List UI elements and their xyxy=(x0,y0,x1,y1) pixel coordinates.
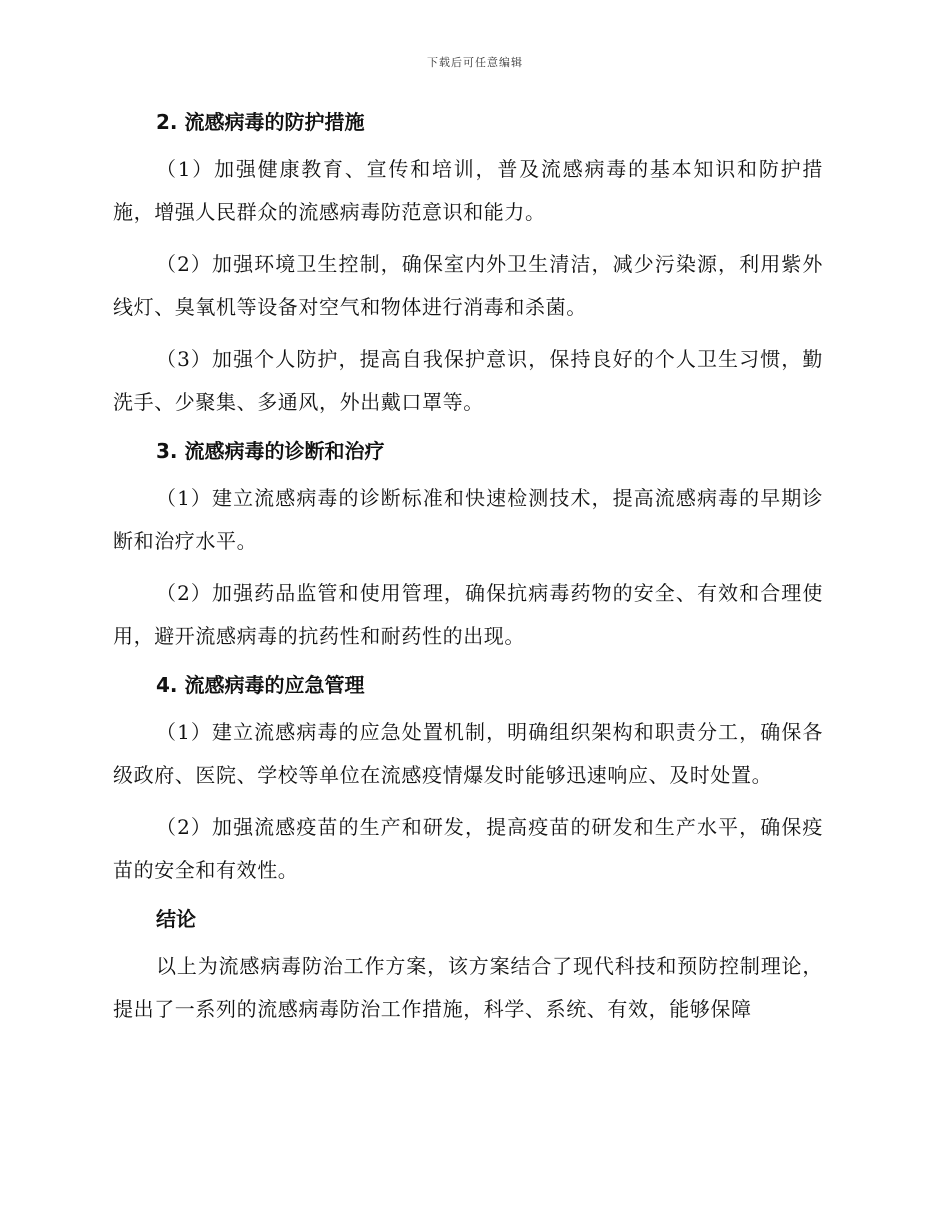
section-heading: 2. 流感病毒的防护措施 xyxy=(156,110,365,134)
paragraph: （2）加强流感疫苗的生产和研发，提高疫苗的研发和生产水平，确保疫苗的安全和有效性。 xyxy=(113,815,823,882)
paragraph: （2）加强环境卫生控制，确保室内外卫生清洁，减少污染源，利用紫外线灯、臭氧机等设备对空气和物体进行消毒和杀菌。 xyxy=(113,252,823,319)
paragraph: （3）加强个人防护，提高自我保护意识，保持良好的个人卫生习惯，勤洗手、少聚集、多通风，外出戴口罩等。 xyxy=(113,347,823,414)
conclusion-heading: 结论 xyxy=(156,907,196,931)
document-body xyxy=(113,108,823,1031)
paragraph: （1）加强健康教育、宣传和培训，普及流感病毒的基本知识和防护措施，增强人民群众的流感病毒防范意识和能力。 xyxy=(113,157,823,224)
paragraph: （1）建立流感病毒的应急处置机制，明确组织架构和职责分工，确保各级政府、医院、学校等单位在流感疫情爆发时能够迅速响应、及时处置。 xyxy=(113,720,823,787)
section-heading: 4. 流感病毒的应急管理 xyxy=(156,673,365,697)
paragraph: （2）加强药品监管和使用管理，确保抗病毒药物的安全、有效和合理使用，避开流感病毒的抗药性和耐药性的出现。 xyxy=(113,581,823,648)
header-note: 下载后可任意编辑 xyxy=(427,56,523,69)
section-heading: 3. 流感病毒的诊断和治疗 xyxy=(156,439,385,463)
paragraph: （1）建立流感病毒的诊断标准和快速检测技术，提高流感病毒的早期诊断和治疗水平。 xyxy=(113,486,823,553)
paragraph: 以上为流感病毒防治工作方案，该方案结合了现代科技和预防控制理论，提出了一系列的流感病毒防治工作措施，科学、系统、有效，能够保障 xyxy=(113,954,823,1021)
